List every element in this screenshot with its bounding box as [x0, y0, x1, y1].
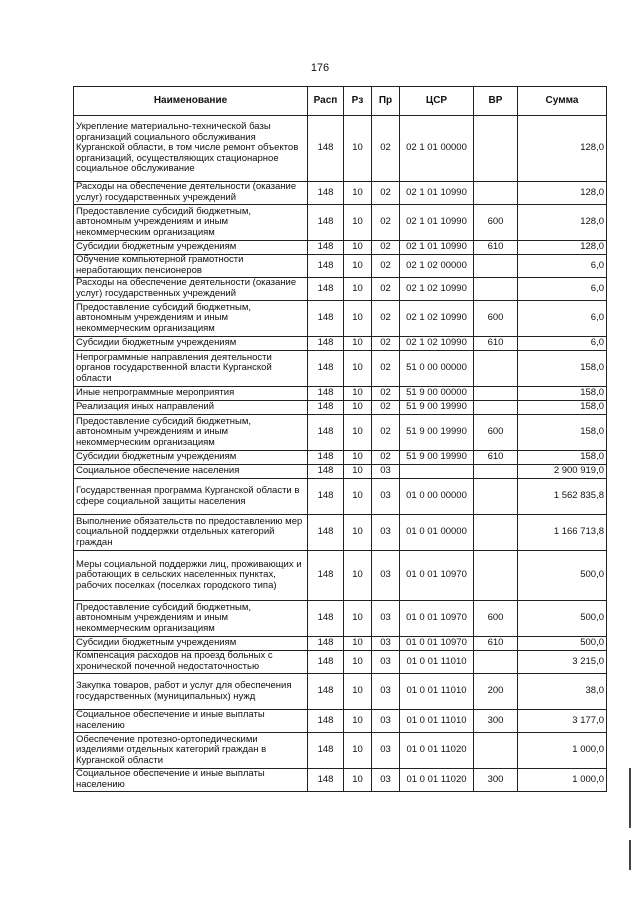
cell-vr: 610 [474, 337, 518, 351]
cell-name: Расходы на обеспечение деятельности (оказание услуг) государственных учреждений [74, 278, 308, 301]
cell-pr: 03 [372, 551, 400, 601]
cell-vr: 610 [474, 241, 518, 255]
cell-pr: 02 [372, 387, 400, 401]
cell-csr: 01 0 01 11020 [400, 769, 474, 792]
table-row [74, 351, 607, 387]
cell-rasp: 148 [308, 479, 344, 515]
cell-sum: 1 562 835,8 [518, 479, 607, 515]
cell-csr: 51 9 00 00000 [400, 387, 474, 401]
cell-rasp: 148 [308, 601, 344, 637]
cell-name: Социальное обеспечение и иные выплаты населению [74, 769, 308, 792]
header-vr: ВР [474, 87, 518, 116]
table-row [74, 241, 607, 255]
cell-pr: 03 [372, 674, 400, 710]
cell-csr: 01 0 01 10970 [400, 637, 474, 651]
cell-sum: 1 000,0 [518, 769, 607, 792]
cell-csr: 51 9 00 19990 [400, 451, 474, 465]
cell-pr: 02 [372, 451, 400, 465]
cell-vr: 600 [474, 601, 518, 637]
cell-name: Иные непрограммные мероприятия [74, 387, 308, 401]
cell-name: Субсидии бюджетным учреждениям [74, 337, 308, 351]
cell-csr: 01 0 01 11010 [400, 651, 474, 674]
table-row [74, 387, 607, 401]
cell-sum: 6,0 [518, 337, 607, 351]
scan-edge-mark [629, 768, 631, 828]
cell-vr: 600 [474, 205, 518, 241]
cell-sum: 500,0 [518, 637, 607, 651]
cell-rz: 10 [344, 351, 372, 387]
table-row [74, 182, 607, 205]
cell-rasp: 148 [308, 415, 344, 451]
cell-sum: 3 215,0 [518, 651, 607, 674]
cell-pr: 03 [372, 651, 400, 674]
table-row [74, 401, 607, 415]
cell-rz: 10 [344, 637, 372, 651]
table-row [74, 601, 607, 637]
header-pr: Пр [372, 87, 400, 116]
cell-sum: 38,0 [518, 674, 607, 710]
cell-sum: 6,0 [518, 301, 607, 337]
cell-pr: 02 [372, 241, 400, 255]
cell-pr: 02 [372, 301, 400, 337]
cell-csr: 02 1 02 10990 [400, 301, 474, 337]
cell-vr [474, 401, 518, 415]
cell-rz: 10 [344, 601, 372, 637]
table-row [74, 674, 607, 710]
cell-rz: 10 [344, 515, 372, 551]
cell-vr [474, 182, 518, 205]
cell-pr: 03 [372, 465, 400, 479]
cell-rasp: 148 [308, 337, 344, 351]
cell-pr: 02 [372, 415, 400, 451]
cell-name: Укрепление материально-технической базы организаций социального обслуживания Курганской области, в том числе ремонт объектов организаций, осуществляющих стационарное социальное обслуживание [74, 116, 308, 182]
cell-rz: 10 [344, 465, 372, 479]
cell-pr: 03 [372, 710, 400, 733]
cell-rz: 10 [344, 241, 372, 255]
cell-pr: 03 [372, 515, 400, 551]
cell-name: Закупка товаров, работ и услуг для обеспечения государственных (муниципальных) нужд [74, 674, 308, 710]
cell-name: Реализация иных направлений [74, 401, 308, 415]
cell-csr: 51 9 00 19990 [400, 415, 474, 451]
cell-sum: 128,0 [518, 116, 607, 182]
table-row [74, 337, 607, 351]
cell-rasp: 148 [308, 451, 344, 465]
header-row [74, 87, 607, 116]
cell-rasp: 148 [308, 351, 344, 387]
cell-vr: 300 [474, 769, 518, 792]
cell-vr [474, 551, 518, 601]
cell-vr [474, 515, 518, 551]
cell-vr [474, 733, 518, 769]
cell-sum: 1 000,0 [518, 733, 607, 769]
cell-rz: 10 [344, 278, 372, 301]
cell-csr: 02 1 01 00000 [400, 116, 474, 182]
cell-sum: 128,0 [518, 205, 607, 241]
cell-sum: 3 177,0 [518, 710, 607, 733]
cell-csr: 02 1 02 10990 [400, 278, 474, 301]
cell-rasp: 148 [308, 116, 344, 182]
header-rz: Рз [344, 87, 372, 116]
cell-csr: 51 9 00 19990 [400, 401, 474, 415]
cell-csr: 02 1 01 10990 [400, 241, 474, 255]
cell-rasp: 148 [308, 551, 344, 601]
header-csr: ЦСР [400, 87, 474, 116]
cell-vr [474, 278, 518, 301]
cell-pr: 02 [372, 205, 400, 241]
table-row [74, 515, 607, 551]
cell-sum: 158,0 [518, 387, 607, 401]
table-row [74, 710, 607, 733]
cell-rz: 10 [344, 387, 372, 401]
cell-rz: 10 [344, 116, 372, 182]
table-row [74, 637, 607, 651]
cell-vr [474, 465, 518, 479]
cell-rasp: 148 [308, 637, 344, 651]
cell-rasp: 148 [308, 651, 344, 674]
cell-rasp: 148 [308, 769, 344, 792]
cell-vr [474, 116, 518, 182]
cell-sum: 6,0 [518, 255, 607, 278]
cell-pr: 03 [372, 637, 400, 651]
cell-name: Расходы на обеспечение деятельности (оказание услуг) государственных учреждений [74, 182, 308, 205]
cell-sum: 158,0 [518, 451, 607, 465]
cell-name: Предоставление субсидий бюджетным, автономным учреждениям и иным некоммерческим организациям [74, 205, 308, 241]
cell-name: Государственная программа Курганской области в сфере социальной защиты населения [74, 479, 308, 515]
cell-pr: 02 [372, 401, 400, 415]
cell-pr: 03 [372, 601, 400, 637]
cell-vr: 300 [474, 710, 518, 733]
cell-csr: 02 1 01 10990 [400, 182, 474, 205]
cell-vr: 610 [474, 451, 518, 465]
cell-rz: 10 [344, 551, 372, 601]
cell-vr [474, 651, 518, 674]
table-row [74, 733, 607, 769]
cell-csr [400, 465, 474, 479]
cell-vr [474, 255, 518, 278]
header-sum: Сумма [518, 87, 607, 116]
header-name: Наименование [74, 87, 308, 116]
table-row [74, 255, 607, 278]
cell-rz: 10 [344, 710, 372, 733]
cell-pr: 03 [372, 769, 400, 792]
cell-csr: 01 0 01 11010 [400, 674, 474, 710]
cell-vr: 600 [474, 415, 518, 451]
cell-rasp: 148 [308, 278, 344, 301]
cell-rz: 10 [344, 451, 372, 465]
cell-rz: 10 [344, 733, 372, 769]
cell-pr: 02 [372, 182, 400, 205]
cell-rz: 10 [344, 401, 372, 415]
cell-csr: 01 0 01 11010 [400, 710, 474, 733]
table-row [74, 479, 607, 515]
cell-name: Компенсация расходов на проезд больных с хронической почечной недостаточностью [74, 651, 308, 674]
table-row [74, 551, 607, 601]
cell-name: Субсидии бюджетным учреждениям [74, 451, 308, 465]
cell-sum: 158,0 [518, 401, 607, 415]
cell-sum: 158,0 [518, 415, 607, 451]
page-number: 176 [310, 62, 330, 74]
cell-rasp: 148 [308, 401, 344, 415]
cell-rasp: 148 [308, 301, 344, 337]
cell-name: Субсидии бюджетным учреждениям [74, 637, 308, 651]
cell-vr: 600 [474, 301, 518, 337]
cell-pr: 02 [372, 116, 400, 182]
cell-rz: 10 [344, 769, 372, 792]
cell-name: Социальное обеспечение населения [74, 465, 308, 479]
cell-name: Предоставление субсидий бюджетным, автономным учреждениям и иным некоммерческим организациям [74, 415, 308, 451]
cell-rasp: 148 [308, 515, 344, 551]
cell-csr: 51 0 00 00000 [400, 351, 474, 387]
cell-csr: 01 0 01 10970 [400, 551, 474, 601]
cell-vr: 200 [474, 674, 518, 710]
table-row [74, 465, 607, 479]
cell-name: Обучение компьютерной грамотности неработающих пенсионеров [74, 255, 308, 278]
cell-rasp: 148 [308, 387, 344, 401]
table-row [74, 116, 607, 182]
cell-csr: 02 1 02 00000 [400, 255, 474, 278]
cell-rz: 10 [344, 301, 372, 337]
cell-name: Предоставление субсидий бюджетным, автономным учреждениям и иным некоммерческим организациям [74, 301, 308, 337]
cell-csr: 01 0 00 00000 [400, 479, 474, 515]
cell-name: Выполнение обязательств по предоставлению мер социальной поддержки отдельных категорий граждан [74, 515, 308, 551]
cell-sum: 6,0 [518, 278, 607, 301]
cell-csr: 01 0 01 10970 [400, 601, 474, 637]
table-header [74, 87, 607, 116]
scan-edge-mark [629, 840, 631, 870]
cell-pr: 02 [372, 337, 400, 351]
cell-rz: 10 [344, 651, 372, 674]
cell-csr: 01 0 01 11020 [400, 733, 474, 769]
cell-pr: 02 [372, 278, 400, 301]
table-row [74, 451, 607, 465]
cell-rasp: 148 [308, 205, 344, 241]
cell-rasp: 148 [308, 182, 344, 205]
table-row [74, 769, 607, 792]
cell-rz: 10 [344, 182, 372, 205]
cell-sum: 128,0 [518, 182, 607, 205]
table-row [74, 278, 607, 301]
cell-rasp: 148 [308, 255, 344, 278]
cell-rasp: 148 [308, 674, 344, 710]
cell-name: Меры социальной поддержки лиц, проживающих и работающих в сельских населенных пунктах, рабочих поселках (поселках городского типа) [74, 551, 308, 601]
cell-sum: 128,0 [518, 241, 607, 255]
cell-vr [474, 387, 518, 401]
cell-rz: 10 [344, 255, 372, 278]
cell-rasp: 148 [308, 241, 344, 255]
table-row [74, 301, 607, 337]
cell-rasp: 148 [308, 733, 344, 769]
cell-vr: 610 [474, 637, 518, 651]
table-row [74, 415, 607, 451]
cell-sum: 500,0 [518, 601, 607, 637]
cell-sum: 1 166 713,8 [518, 515, 607, 551]
cell-name: Непрограммные направления деятельности органов государственной власти Курганской области [74, 351, 308, 387]
cell-vr [474, 351, 518, 387]
cell-rz: 10 [344, 415, 372, 451]
table-row [74, 205, 607, 241]
cell-rz: 10 [344, 479, 372, 515]
cell-sum: 500,0 [518, 551, 607, 601]
cell-pr: 03 [372, 479, 400, 515]
cell-name: Субсидии бюджетным учреждениям [74, 241, 308, 255]
cell-pr: 02 [372, 351, 400, 387]
cell-vr [474, 479, 518, 515]
cell-name: Социальное обеспечение и иные выплаты населению [74, 710, 308, 733]
cell-sum: 2 900 919,0 [518, 465, 607, 479]
cell-rz: 10 [344, 205, 372, 241]
cell-csr: 02 1 01 10990 [400, 205, 474, 241]
header-rasp: Расп [308, 87, 344, 116]
cell-rz: 10 [344, 674, 372, 710]
cell-pr: 02 [372, 255, 400, 278]
cell-rasp: 148 [308, 465, 344, 479]
cell-pr: 03 [372, 733, 400, 769]
table-body [74, 116, 607, 792]
cell-csr: 01 0 01 00000 [400, 515, 474, 551]
cell-rz: 10 [344, 337, 372, 351]
table-row [74, 651, 607, 674]
budget-table [73, 86, 607, 792]
cell-csr: 02 1 02 10990 [400, 337, 474, 351]
cell-sum: 158,0 [518, 351, 607, 387]
cell-name: Предоставление субсидий бюджетным, автономным учреждениям и иным некоммерческим организациям [74, 601, 308, 637]
cell-rasp: 148 [308, 710, 344, 733]
cell-name: Обеспечение протезно-ортопедическими изделиями отдельных категорий граждан в Курганской области [74, 733, 308, 769]
